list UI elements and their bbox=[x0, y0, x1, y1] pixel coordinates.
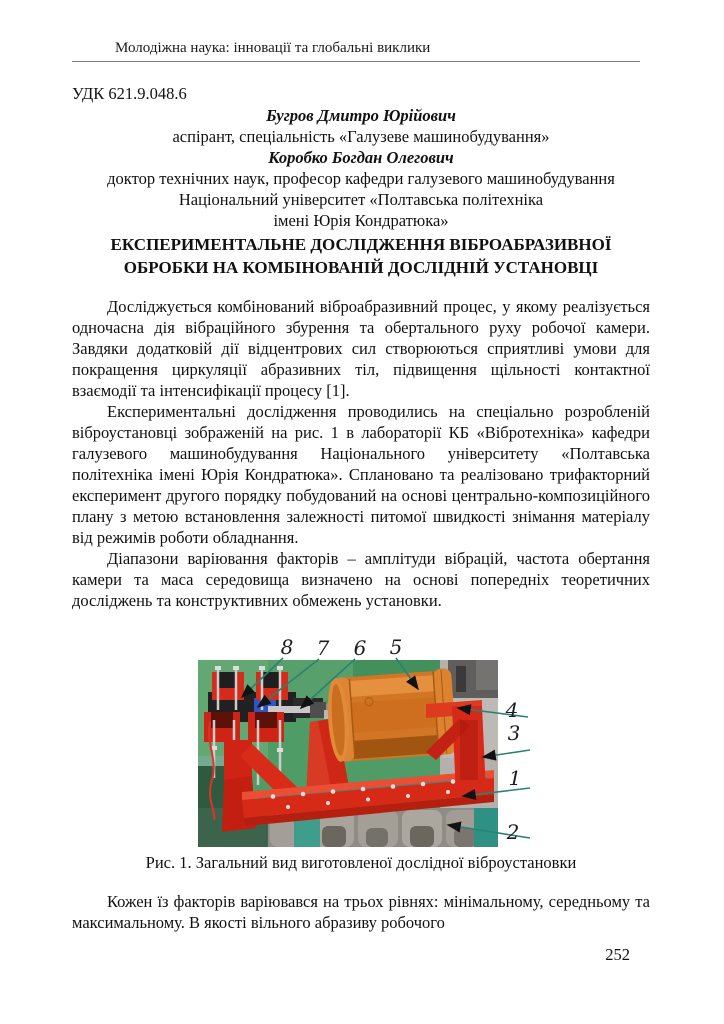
running-header: Молодіжна наука: інновації та глобальні виклики bbox=[115, 40, 431, 56]
author-role-2: доктор технічних наук, професор кафедри галузевого машинобудування bbox=[107, 169, 615, 188]
callout-1: 1 bbox=[508, 766, 522, 790]
affiliation-line-1: Національний університет «Полтавська політехніка bbox=[178, 190, 544, 209]
page-number: 252 bbox=[605, 945, 630, 964]
author-name-2: Коробко Богдан Олегович bbox=[268, 148, 454, 167]
paragraph-4: Кожен їз факторів варіювався на трьох рівнях: мінімальному, середньому та максимальному. В якості вільного абразиву робочого bbox=[72, 892, 650, 932]
callout-5: 5 bbox=[389, 635, 403, 659]
callout-6: 6 bbox=[353, 636, 367, 660]
author-role-1: аспірант, спеціальність «Галузеве машинобудування» bbox=[172, 127, 550, 146]
header-rule bbox=[72, 61, 640, 62]
body-text bbox=[72, 296, 650, 611]
callout-8: 8 bbox=[280, 635, 294, 659]
author-name-1: Бугров Дмитро Юрійович bbox=[266, 106, 456, 125]
callout-3: 3 bbox=[507, 721, 521, 745]
callout-2: 2 bbox=[506, 820, 520, 844]
callout-7: 7 bbox=[316, 636, 330, 660]
paragraph-1: Досліджується комбінований віброабразивний процес, у якому реалізується одночасна дія вібраційного збурення та обертального руху робочої камери. Завдяки додатковій дії відцентрових сил створюються сприятливі умови для покращення циркуляції абразивних тіл, підвищення щільності контактної взаємодії та інтенсифікації процесу [1]. bbox=[72, 297, 650, 400]
paragraph-3: Діапазони варіювання факторів – амплітуди вібрацій, частота обертання камери та маса середовища визначено на основі попередніх теоретичних досліджень та конструктивних обмежень установки. bbox=[72, 549, 650, 610]
callout-4: 4 bbox=[505, 698, 519, 722]
paragraph-2: Експериментальні дослідження проводились на спеціально розробленій віброустановці зображеній на рис. 1 в лабораторії КБ «Вібротехніка» кафедри галузевого машинобудування Національного університету «Полтавська політехніка імені Юрія Кондратюка». Сплановано та реалізовано трифакторний експеримент другого порядку побудований на основі центрально-композиційного плану з метою встановлення залежності питомої швидкості знімання матеріалу від режимів роботи обладнання. bbox=[72, 402, 650, 547]
figure-caption: Рис. 1. Загальний вид виготовленої дослідної віброустановки bbox=[145, 853, 577, 872]
author-block bbox=[72, 105, 650, 231]
vibro-machine-photo bbox=[150, 636, 560, 850]
affiliation-line-2: імені Юрія Кондратюка» bbox=[273, 211, 449, 230]
udc-code: УДК 621.9.048.6 bbox=[72, 84, 187, 103]
figure-1 bbox=[150, 636, 560, 850]
article-title: ЕКСПЕРИМЕНТАЛЬНЕ ДОСЛІДЖЕННЯ ВІБРОАБРАЗИВНОЇ ОБРОБКИ НА КОМБІНОВАНІЙ ДОСЛІДНІЙ УСТАНОВЦІ bbox=[110, 235, 612, 277]
photo-canvas bbox=[198, 660, 498, 847]
